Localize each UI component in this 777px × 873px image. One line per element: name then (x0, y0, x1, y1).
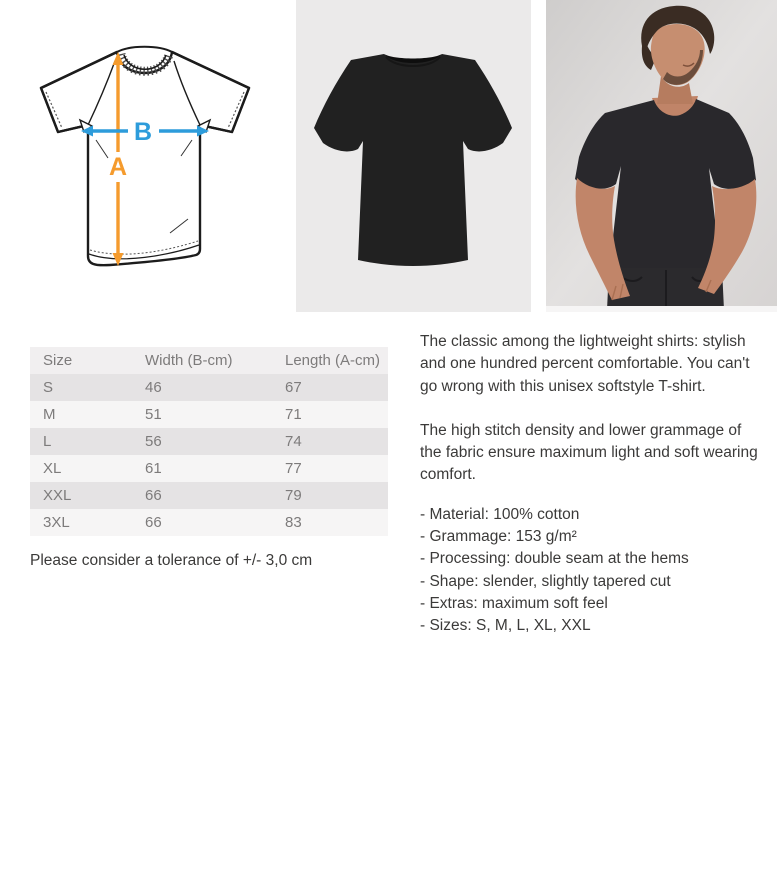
tshirt-measurement-diagram (20, 28, 270, 278)
cell-size: 3XL (30, 509, 145, 536)
cell-width: 51 (145, 401, 285, 428)
cell-width: 66 (145, 482, 285, 509)
cell-size: S (30, 374, 145, 401)
cell-length: 71 (285, 401, 388, 428)
feature-item-processing: - Processing: double seam at the hems (420, 550, 689, 568)
collar-back-line (117, 47, 172, 52)
cell-size: XL (30, 455, 145, 482)
table-row (30, 374, 388, 401)
cell-size: L (30, 428, 145, 455)
table-row (30, 428, 388, 455)
tolerance-note: Please consider a tolerance of +/- 3,0 cm (30, 552, 313, 569)
column-header-width: Width (B-cm) (145, 347, 285, 374)
cell-width: 56 (145, 428, 285, 455)
size-table (30, 347, 388, 536)
cell-size: XXL (30, 482, 145, 509)
column-header-length: Length (A-cm) (285, 347, 388, 374)
table-row (30, 482, 388, 509)
cell-length: 67 (285, 374, 388, 401)
product-description (420, 331, 767, 638)
model-wearing-tshirt-image (546, 0, 777, 312)
feature-item-material: - Material: 100% cotton (420, 505, 580, 523)
column-header-size: Size (30, 347, 145, 374)
table-row (30, 401, 388, 428)
product-photo-black-tshirt (296, 0, 531, 312)
cell-length: 74 (285, 428, 388, 455)
cell-width: 66 (145, 509, 285, 536)
feature-item-shape: - Shape: slender, slightly tapered cut (420, 572, 671, 590)
measure-label-b: B (133, 118, 153, 146)
description-paragraph: The high stitch density and lower grammage of the fabric ensure maximum light and soft wearing comfort. (420, 421, 758, 484)
cell-size: M (30, 401, 145, 428)
cell-width: 46 (145, 374, 285, 401)
cell-length: 83 (285, 509, 388, 536)
black-tshirt-image (296, 0, 531, 312)
tshirt-outline (41, 52, 249, 265)
feature-item-sizes: - Sizes: S, M, L, XL, XXL (420, 617, 591, 635)
description-paragraph: The classic among the lightweight shirts: stylish and one hundred percent comfortable. You can't go wrong with this unisex softstyle T-shirt. (420, 333, 750, 395)
size-diagram-figure (20, 28, 270, 278)
table-row (30, 455, 388, 482)
feature-list (420, 504, 767, 638)
model-photo (546, 0, 777, 312)
measure-label-a: A (108, 153, 128, 181)
cell-length: 79 (285, 482, 388, 509)
feature-item-grammage: - Grammage: 153 g/m² (420, 528, 577, 546)
cell-width: 61 (145, 455, 285, 482)
photo-bottom-strip (546, 306, 777, 312)
feature-item-extras: - Extras: maximum soft feel (420, 594, 608, 612)
cell-length: 77 (285, 455, 388, 482)
size-table-header-row (30, 347, 388, 374)
table-row (30, 509, 388, 536)
